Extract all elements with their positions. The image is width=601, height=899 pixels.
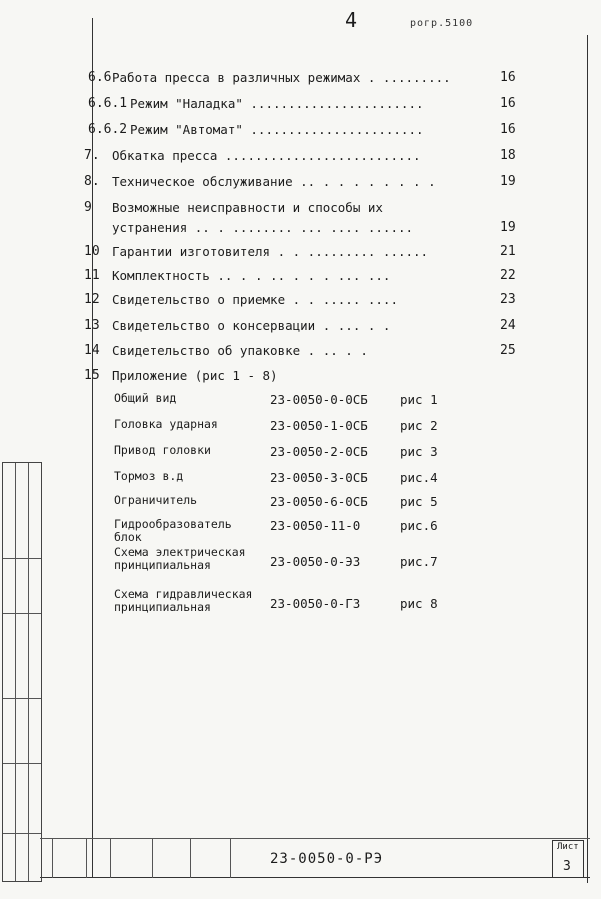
toc-item-number: 12 — [84, 292, 100, 307]
toc-item-number: 10 — [84, 244, 100, 259]
appendix-item-code: 23-0050-2-0СБ — [270, 444, 368, 459]
frame-right-border — [587, 35, 588, 883]
toc-item-number: 8. — [84, 174, 100, 189]
toc-item-page: 22 — [500, 268, 516, 283]
toc-item-number: 6.6.2 — [88, 122, 128, 137]
sheet-number: 3 — [563, 859, 571, 874]
toc-item-number: 6.6 — [88, 70, 112, 85]
toc-item-text: Свидетельство об упаковке . .. . . — [112, 343, 368, 358]
toc-item-page: 19 — [500, 174, 516, 189]
appendix-item-figure: рис 5 — [400, 494, 438, 509]
sheet-label: Лист — [557, 842, 579, 852]
toc-item-number: 9 — [84, 200, 92, 215]
appendix-item-name: Схема гидравлическая принципиальная — [114, 587, 253, 614]
toc-item-text: Приложение (рис 1 - 8) — [112, 368, 278, 383]
appendix-item-name: Головка ударная — [114, 417, 218, 431]
appendix-item-code: 23-0050-0-ГЗ — [270, 596, 361, 611]
toc-item-number: 6.6.1 — [88, 96, 128, 111]
toc-item-number: 14 — [84, 343, 100, 358]
margin-stamp-block — [2, 462, 42, 882]
appendix-item-figure: рис 1 — [400, 392, 438, 407]
toc-item-text: Свидетельство о приемке . . ..... .... — [112, 292, 398, 307]
footer-doc-code: 23-0050-0-РЭ — [270, 851, 384, 867]
toc-item-page: 21 — [500, 244, 516, 259]
appendix-item-code: 23-0050-1-0СБ — [270, 418, 368, 433]
page-number: 4 — [345, 8, 358, 32]
appendix-item-code: 23-0050-0-Э3 — [270, 554, 361, 569]
sheet-box — [552, 840, 584, 878]
appendix-item-code: 23-0050-6-0СБ — [270, 494, 368, 509]
appendix-item-name: Схема электрическая принципиальная — [114, 545, 246, 572]
appendix-item-figure: рис.7 — [400, 554, 438, 569]
toc-item-text: Свидетельство о консервации . ... . . — [112, 318, 391, 333]
toc-item-page: 18 — [500, 148, 516, 163]
toc-item-number: 11 — [84, 268, 100, 283]
appendix-item-code: 23-0050-11-0 — [270, 518, 361, 533]
toc-item-text: Работа пресса в различных режимах . ......... — [112, 70, 451, 85]
appendix-item-code: 23-0050-0-0СБ — [270, 392, 368, 407]
appendix-item-name: Тормоз в.д — [114, 469, 184, 483]
toc-item-number: 15 — [84, 368, 100, 383]
toc-item-page: 16 — [500, 122, 516, 137]
appendix-item-figure: рис 3 — [400, 444, 438, 459]
appendix-item-figure: рис 2 — [400, 418, 438, 433]
header-doc-code: рогр.5100 — [410, 18, 474, 29]
toc-item-page: 24 — [500, 318, 516, 333]
toc-item-page: 25 — [500, 343, 516, 358]
appendix-item-name: Общий вид — [114, 391, 177, 405]
toc-item-page: 16 — [500, 96, 516, 111]
toc-item-text: Гарантии изготовителя . . ......... ...... — [112, 244, 429, 259]
appendix-item-name: Гидрообразователь блок — [114, 517, 232, 544]
toc-item-number: 7. — [84, 148, 100, 163]
toc-item-page: 19 — [500, 220, 516, 235]
appendix-item-name: Ограничитель — [114, 493, 198, 507]
appendix-item-figure: рис.4 — [400, 470, 438, 485]
toc-item-number: 13 — [84, 318, 100, 333]
toc-item-text: Обкатка пресса .......................... — [112, 148, 421, 163]
frame-left-border — [92, 18, 93, 878]
toc-item-page: 16 — [500, 70, 516, 85]
toc-item-page: 23 — [500, 292, 516, 307]
appendix-item-figure: рис.6 — [400, 518, 438, 533]
toc-item-text: устранения .. . ........ ... .... ...... — [112, 220, 414, 235]
appendix-item-code: 23-0050-3-0СБ — [270, 470, 368, 485]
appendix-item-name: Привод головки — [114, 443, 211, 457]
toc-item-text: Техническое обслуживание .. . . . . . . . . — [112, 174, 436, 189]
appendix-item-figure: рис 8 — [400, 596, 438, 611]
toc-item-text: Режим "Автомат" ....................... — [130, 122, 424, 137]
toc-item-text: Возможные неисправности и способы их — [112, 200, 383, 215]
toc-item-text: Режим "Наладка" ....................... — [130, 96, 424, 111]
toc-item-text: Комплектность .. . . .. . . . ... ... — [112, 268, 391, 283]
